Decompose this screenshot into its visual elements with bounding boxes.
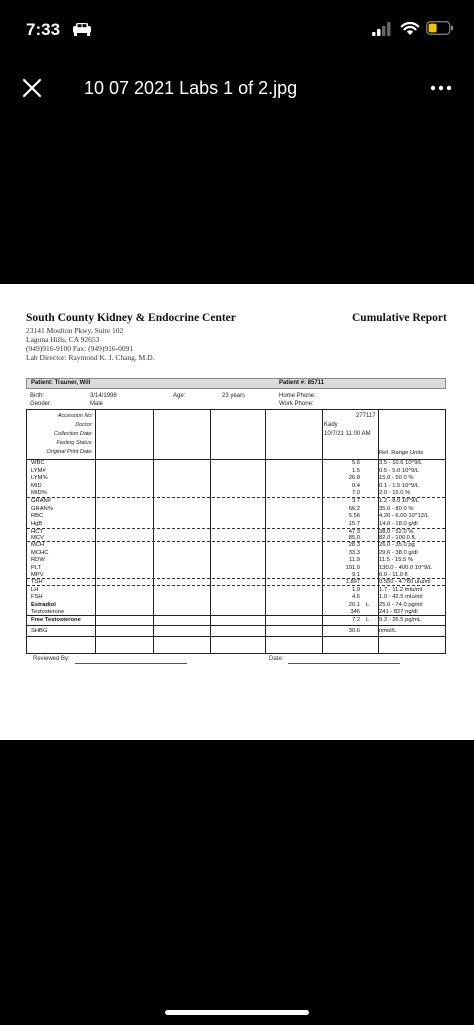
accession-value: 277117 (356, 413, 376, 419)
lab-ref-range: 6.0 - 11.0 fl (379, 571, 408, 578)
patient-number: Patient #: 85711 (279, 380, 325, 386)
collection-date-label: Collection Date: (54, 431, 93, 437)
report-title: Cumulative Report (352, 312, 447, 324)
lab-value: 1.897 (345, 579, 360, 585)
lab-ref-range: 35.0 - 80.0 % (379, 505, 414, 512)
clinic-phone-line: (949)916-9100 Fax: (949)916-0091 (26, 344, 134, 353)
lab-value: 30.6 (348, 628, 360, 634)
lab-value: 20.1 (348, 601, 360, 608)
more-button[interactable] (426, 76, 456, 100)
age-value: 23 years (222, 393, 246, 399)
lab-name: HCT (31, 529, 43, 535)
lab-name: Free Testosterone (31, 617, 81, 623)
lab-value: 4.6 (351, 594, 360, 600)
lab-ref-range: 1.2 - 8.0 10^9/L (379, 498, 420, 504)
gender-value: Male (90, 401, 104, 407)
lab-ref-range: 29.6 - 38.0 g/dl (379, 549, 418, 556)
doctor-label: Doctor: (75, 422, 93, 428)
lab-ref-range: 38.0 - 52.0 % (379, 529, 414, 535)
lab-name: GRAN# (31, 498, 51, 504)
lab-value: 15.7 (348, 520, 360, 527)
lab-name: MCHC (31, 549, 49, 556)
lab-value: 7.2 (351, 617, 360, 623)
print-date-label: Original Print Date: (46, 449, 93, 455)
ref-range-header: Ref. Range Units (379, 450, 424, 456)
lab-ref-range: 3.5 - 10.6 10^9/L (379, 460, 423, 466)
lab-value: 3.7 (351, 498, 360, 504)
accession-label: Accession No: (57, 413, 93, 419)
lab-value: 85.0 (348, 534, 360, 541)
lab-value: 1.9 (351, 586, 360, 593)
status-time: 7:33 (26, 20, 61, 39)
birth-label: Birth: (30, 393, 45, 399)
reviewed-by-line (75, 663, 187, 664)
lab-ref-range: 14.0 - 18.0 g/dl (379, 520, 418, 527)
lab-name: RDW (31, 557, 45, 563)
lab-value: 26.8 (348, 475, 360, 481)
document-image[interactable] (0, 284, 474, 740)
wifi-icon (400, 20, 420, 36)
lab-name: LYM% (31, 475, 48, 481)
reviewed-by-label: Reviewed By: (33, 656, 70, 662)
battery-icon (426, 21, 454, 35)
lab-ref-range: nmol/L (379, 628, 397, 634)
lab-ref-range: 1.7 - 11.2 mIu/ml (379, 586, 423, 593)
lab-value: 9.1 (351, 571, 360, 578)
lab-ref-range: 2.0 - 15.0 % (379, 490, 411, 496)
lab-ref-range: 0.5 - 5.0 10^9/L (379, 467, 420, 474)
lab-value: 191.0 (345, 564, 360, 571)
lab-ref-range: 9.3 - 26.5 pg/mL (379, 617, 422, 623)
lab-name: MCH (31, 542, 45, 548)
lab-ref-range: 25.0 - 74.0 pg/ml (379, 601, 423, 608)
signal-icon (372, 22, 392, 36)
lab-value: 33.3 (348, 549, 360, 556)
lab-ref-range: 11.5 - 15.5 % (379, 557, 414, 563)
file-title: 10 07 2021 Labs 1 of 2.jpg (84, 78, 298, 98)
lab-ref-range: 26.0 - 35.0 pg (379, 542, 415, 548)
lab-ref-range: 130.0 - 400.0 10^9/L (379, 564, 433, 571)
home-indicator[interactable] (165, 1010, 309, 1015)
lab-value: 5.6 (351, 460, 360, 466)
lab-value: 28.3 (348, 542, 360, 548)
gender-label: Gender: (30, 401, 52, 407)
lab-name: LYM# (31, 467, 46, 474)
close-button[interactable] (20, 76, 44, 100)
lab-value: 11.9 (349, 557, 360, 563)
lab-name: Testosterone (31, 608, 65, 615)
age-label: Age: (173, 393, 186, 399)
lab-name: Estradiol (31, 601, 56, 608)
lab-value: 346 (350, 608, 360, 615)
lab-value: 1.5 (351, 467, 360, 474)
lab-value: 47.3 (348, 529, 360, 535)
lab-name: GRAN% (31, 505, 53, 512)
lab-ref-range: 0.550 - 4.780 uIu/ml (379, 579, 431, 585)
lab-value: 0.4 (351, 482, 360, 489)
work-phone-label: Work Phone: (279, 401, 314, 407)
lab-name: MID% (31, 490, 47, 496)
lab-name: PLT (31, 564, 42, 571)
patient-name: Patient: Trauner, Will (31, 380, 91, 386)
clinic-name: South County Kidney & Endocrine Center (26, 312, 236, 324)
bottom-area (0, 740, 474, 1025)
lab-name: LH (31, 586, 39, 593)
lab-name: MID (31, 482, 42, 489)
fasting-status-label: Fasting Status: (56, 440, 93, 446)
lab-ref-range: 82.0 - 100.0 fL (379, 534, 417, 541)
car-icon (72, 22, 92, 36)
lab-name: MCV (31, 534, 44, 541)
more-icon (426, 76, 456, 100)
lab-name: WBC (31, 460, 45, 466)
lab-flag: L (366, 601, 370, 608)
lab-name: TSH (31, 579, 43, 585)
clinic-address-line: 23141 Moulton Pkwy, Suite 102 (26, 326, 124, 335)
lab-director-line: Lab Director: Raymond K. J. Chang, M.D. (26, 353, 155, 362)
lab-value: 66.2 (348, 505, 360, 512)
results-grid (26, 409, 446, 654)
birth-value: 3/14/1998 (90, 393, 117, 399)
home-phone-label: Home Phone: (279, 393, 316, 399)
collection-date-value: 10/7/21 11:00 AM (324, 431, 371, 437)
lab-value: 5.56 (348, 513, 360, 519)
lab-flag: L (366, 617, 370, 623)
lab-ref-range: 0.1 - 1.5 10^9/L (379, 482, 420, 489)
lab-ref-range: 241 - 827 ng/dl (379, 608, 418, 615)
patient-band (26, 378, 446, 389)
lab-name: SHBG (31, 628, 48, 634)
lab-name: HgB (31, 520, 43, 527)
lab-name: FSH (31, 594, 43, 600)
lab-name: RBC (31, 513, 44, 519)
viewer-title-bar (0, 64, 474, 112)
lab-name: MPV (31, 571, 44, 578)
lab-ref-range: 4.20 - 6.00 10^12/L (379, 513, 429, 519)
status-bar (0, 0, 474, 58)
lab-value: 7.0 (351, 490, 360, 496)
date-label: Date: (269, 656, 284, 662)
lab-ref-range: 15.0 - 50.0 % (379, 475, 414, 481)
doctor-value: Kady (324, 422, 338, 428)
lab-ref-range: 1.0 - 42.5 mIu/ml (379, 594, 423, 600)
date-line (288, 663, 400, 664)
clinic-address-line: Laguna Hills, CA 92653 (26, 335, 100, 344)
close-icon (20, 76, 44, 100)
